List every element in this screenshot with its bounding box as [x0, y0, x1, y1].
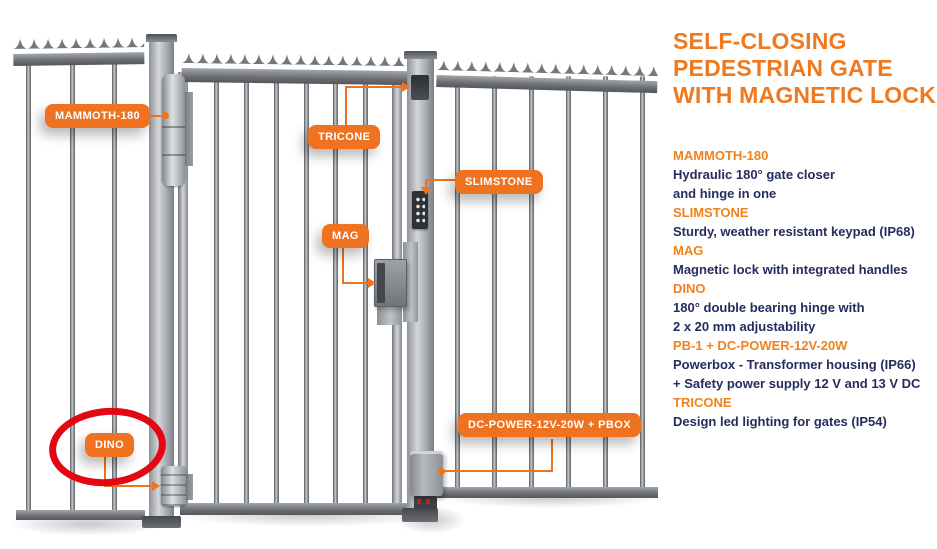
- product-name: MAMMOTH-180: [673, 148, 769, 163]
- right-panel-bottom-rail: [437, 487, 658, 498]
- product-name: DINO: [673, 281, 706, 296]
- gate-bar: [274, 72, 279, 505]
- spikes-strip: [182, 53, 412, 66]
- info-panel: [673, 28, 936, 431]
- callout-line-tricone: [345, 87, 347, 127]
- left-panel-top-rail: [13, 52, 144, 66]
- callout-mammoth-180: MAMMOTH-180: [45, 104, 150, 128]
- product-name: PB-1 + DC-POWER-12V-20W: [673, 338, 848, 353]
- product-description: 180° double bearing hinge with: [673, 300, 865, 315]
- callout-line-dcpower: [444, 470, 553, 472]
- callout-line-mag: [342, 248, 344, 283]
- right-panel-spikes: [436, 57, 658, 93]
- product-description: Design led lighting for gates (IP54): [673, 414, 887, 429]
- hinge-post-base: [142, 516, 181, 528]
- keypad-buttons: [415, 196, 425, 224]
- product-description: Magnetic lock with integrated handles: [673, 262, 908, 277]
- product-description: Hydraulic 180° gate closer: [673, 167, 835, 182]
- hinge-post-cap: [146, 34, 177, 42]
- product-item: [673, 241, 933, 279]
- mag-lower-plate: [377, 305, 401, 325]
- gate-bar: [214, 72, 219, 505]
- product-item: [673, 393, 933, 431]
- product-description: Powerbox - Transformer housing (IP66): [673, 357, 916, 372]
- fence-bar: [26, 55, 31, 511]
- left-panel-spikes: [13, 34, 144, 66]
- left-panel-bottom-rail: [16, 510, 145, 520]
- callout-arrow-mag: [368, 278, 376, 288]
- callout-line-slimstone: [425, 179, 457, 181]
- callout-mag: MAG: [322, 224, 369, 248]
- lock-post-base: [402, 508, 438, 522]
- callout-dc-power-pbox: DC-POWER-12V-20W + PBOX: [458, 413, 641, 437]
- hinge-seam: [162, 154, 185, 156]
- product-name: MAG: [673, 243, 704, 258]
- spikes-strip: [437, 60, 658, 76]
- callout-dot-mammoth: [162, 112, 169, 119]
- product-name: TRICONE: [673, 395, 732, 410]
- dino-hinge: [161, 466, 186, 506]
- hinge-seam: [162, 126, 185, 128]
- callout-line-tricone: [345, 86, 403, 88]
- product-description: Sturdy, weather resistant keypad (IP68): [673, 224, 915, 239]
- gate-leaf-bottom-rail: [180, 503, 412, 515]
- title-line: WITH MAGNETIC LOCK: [673, 82, 936, 108]
- product-name: SLIMSTONE: [673, 205, 749, 220]
- mag-lock: [374, 259, 407, 307]
- right-panel-top-rail: [436, 75, 657, 93]
- product-item: [673, 203, 933, 241]
- connector-led: [426, 499, 430, 504]
- mag-lock-slot: [377, 263, 385, 303]
- callout-arrow-tricone: [402, 82, 410, 92]
- callout-tricone: TRICONE: [308, 125, 380, 149]
- callout-slimstone: SLIMSTONE: [455, 170, 543, 194]
- product-item: [673, 336, 933, 393]
- product-item: [673, 146, 933, 203]
- spikes-strip: [13, 37, 144, 49]
- gate-bar: [244, 72, 249, 505]
- callout-dino: DINO: [85, 433, 134, 457]
- product-description: and hinge in one: [673, 186, 777, 201]
- product-list: [673, 146, 933, 431]
- callout-dot-dcpower: [438, 468, 445, 475]
- product-item: [673, 279, 933, 336]
- lock-post-cap: [404, 51, 437, 59]
- tricone-led-light: [411, 75, 429, 100]
- gate-leaf-spikes: [182, 50, 412, 85]
- mammoth-hinge: [162, 74, 185, 186]
- callout-line-mag: [342, 282, 370, 284]
- connector-led: [417, 499, 421, 504]
- title-line: PEDESTRIAN GATE: [673, 55, 893, 81]
- product-description: 2 x 20 mm adjustability: [673, 319, 816, 334]
- slimstone-keypad: [412, 191, 428, 229]
- callout-line-dcpower: [551, 439, 553, 471]
- product-description: + Safety power supply 12 V and 13 V DC: [673, 376, 921, 391]
- callout-arrow-dino: [152, 481, 160, 491]
- page-title: [673, 28, 936, 109]
- title-line: SELF-CLOSING: [673, 28, 847, 54]
- callout-arrow-slimstone: [421, 187, 431, 195]
